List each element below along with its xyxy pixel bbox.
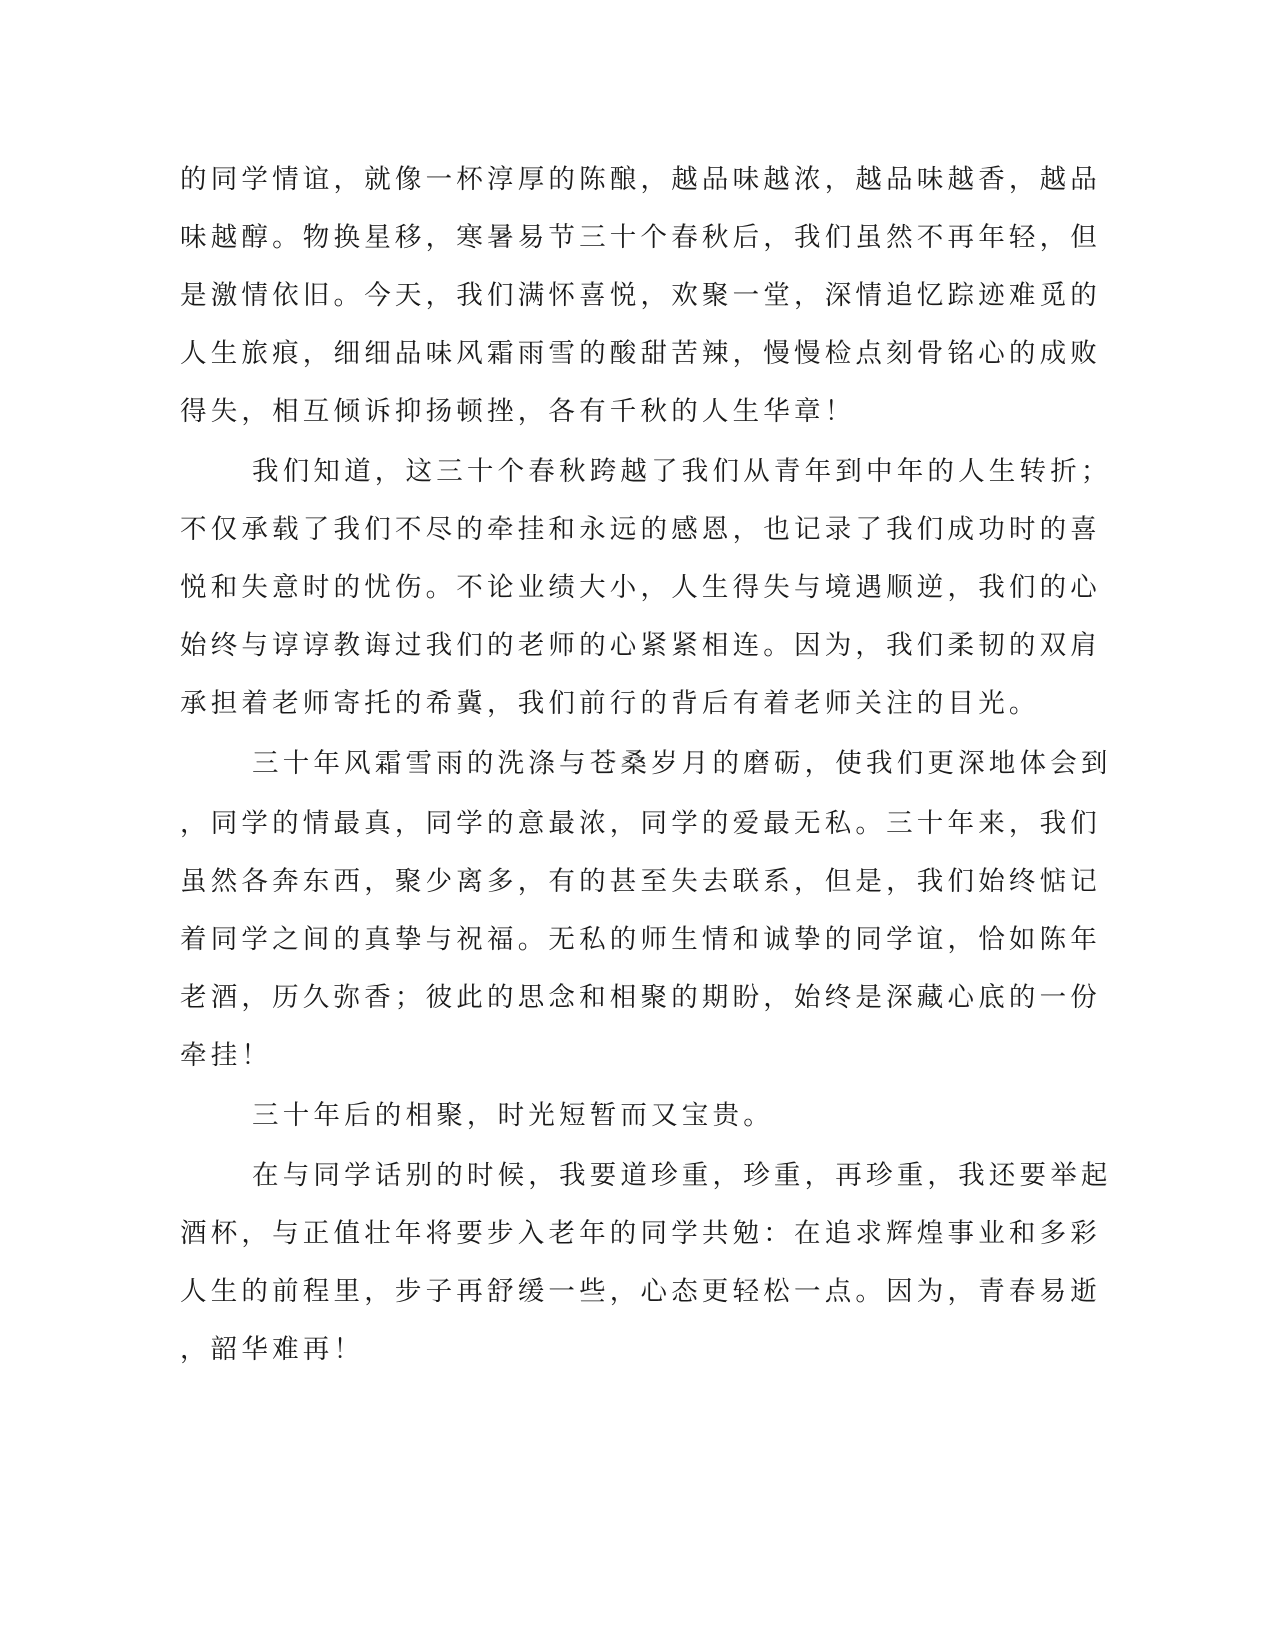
text-line: ，韶华难再！ (180, 1334, 365, 1365)
text-line: 悦和失意时的忧伤。不论业绩大小，人生得失与境遇顺逆，我们的心 (180, 572, 1101, 603)
text-line: 得失，相互倾诉抑扬顿挫，各有千秋的人生华章！ (180, 396, 856, 427)
text-line: 着同学之间的真挚与祝福。无私的师生情和诚挚的同学谊，恰如陈年 (180, 924, 1101, 955)
text-line: 虽然各奔东西，聚少离多，有的甚至失去联系，但是，我们始终惦记 (180, 866, 1101, 897)
text-line: 始终与谆谆教诲过我们的老师的心紧紧相连。因为，我们柔韧的双肩 (180, 630, 1101, 661)
text-line: 人生的前程里，步子再舒缓一些，心态更轻松一点。因为，青春易逝 (180, 1276, 1101, 1307)
text-line: 牵挂！ (180, 1040, 273, 1071)
text-line: 三十年后的相聚，时光短暂而又宝贵。 (252, 1100, 774, 1131)
text-line: 是激情依旧。今天，我们满怀喜悦，欢聚一堂，深情追忆踪迹难觅的 (180, 280, 1101, 311)
text-line: 我们知道，这三十个春秋跨越了我们从青年到中年的人生转折； (252, 456, 1112, 487)
text-line: 的同学情谊，就像一杯淳厚的陈酿，越品味越浓，越品味越香，越品 (180, 164, 1101, 195)
text-line: 老酒，历久弥香；彼此的思念和相聚的期盼，始终是深藏心底的一份 (180, 982, 1101, 1013)
text-line: 不仅承载了我们不尽的牵挂和永远的感恩，也记录了我们成功时的喜 (180, 514, 1101, 545)
text-line: ，同学的情最真，同学的意最浓，同学的爱最无私。三十年来，我们 (180, 808, 1101, 839)
text-line: 三十年风霜雪雨的洗涤与苍桑岁月的磨砺，使我们更深地体会到 (252, 748, 1112, 779)
text-line: 在与同学话别的时候，我要道珍重，珍重，再珍重，我还要举起 (252, 1160, 1112, 1191)
text-line: 人生旅痕，细细品味风霜雨雪的酸甜苦辣，慢慢检点刻骨铭心的成败 (180, 338, 1101, 369)
text-line: 味越醇。物换星移，寒暑易节三十个春秋后，我们虽然不再年轻，但 (180, 222, 1101, 253)
text-line: 承担着老师寄托的希冀，我们前行的背后有着老师关注的目光。 (180, 688, 1040, 719)
text-line: 酒杯，与正值壮年将要步入老年的同学共勉：在追求辉煌事业和多彩 (180, 1218, 1101, 1249)
